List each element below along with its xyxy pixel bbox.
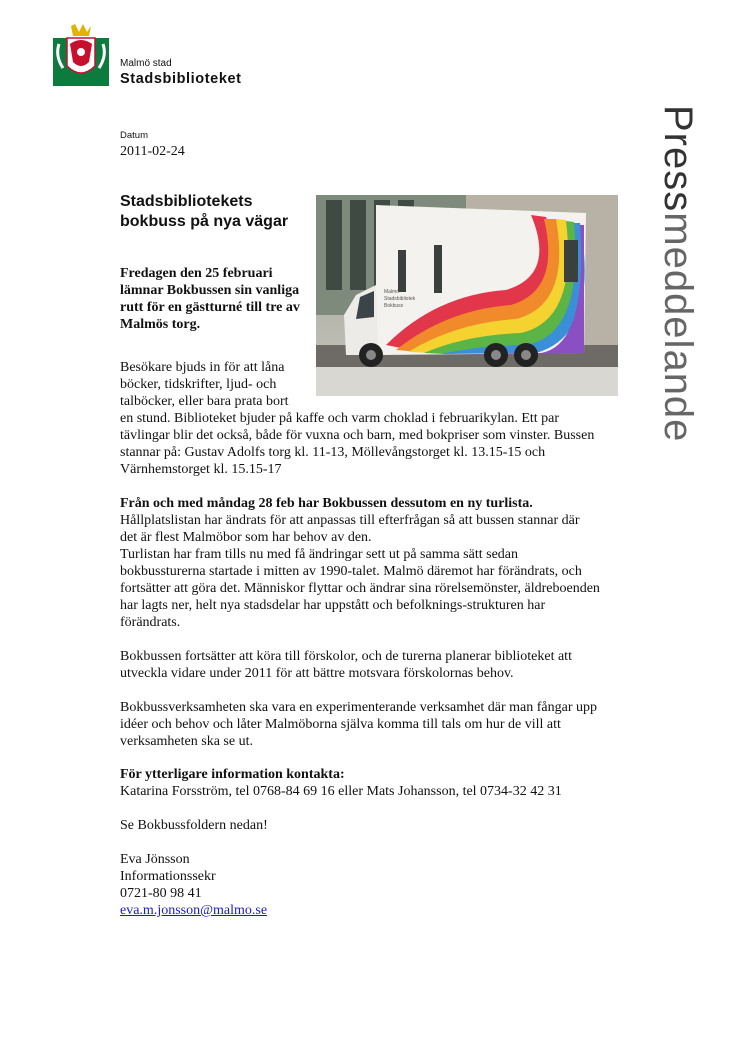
- date-label: Datum: [120, 130, 148, 141]
- signature-email-link[interactable]: eva.m.jonsson@malmo.se: [120, 903, 268, 918]
- bus-text-stadsbibliotek: Stadsbibliotek: [384, 296, 416, 302]
- signature-title: Informationssekr: [120, 869, 216, 884]
- signature-phone: 0721-80 98 41: [120, 886, 202, 901]
- headline: Stadsbibliotekets bokbuss på nya vägar: [120, 193, 289, 230]
- paragraph-contact: [120, 766, 600, 800]
- bokbuss-photo: [316, 195, 618, 396]
- contact-text: Katarina Forsström, tel 0768-84 69 16 eller Mats Johansson, tel 0734-32 42 31: [120, 784, 562, 799]
- vertical-title-strong: Press: [656, 105, 700, 213]
- paragraph-new-route: [120, 495, 600, 631]
- route-history: Turlistan har fram tills nu med få ändringar sett ut på samma sätt sedan bokbussturerna startade i mitten av 1990-talet. Malmö däremot har förändrats, och fortsätter att göra det. Människor flyttar och ändrar sina rörelsemönster, äldreboenden har lagts ner, helt nya stadsdelar har uppstått och befolknings-strukturen har förändrats.: [120, 547, 600, 630]
- route-text: Hållplatslistan har ändrats för att anpassas till efterfrågan så att bussen stannar där det är flest Malmöbor som har behov av den.: [120, 513, 580, 545]
- contact-heading: För ytterligare information kontakta:: [120, 767, 345, 782]
- route-heading: Från och med måndag 28 feb har Bokbussen dessutom en ny turlista.: [120, 496, 533, 511]
- signature-block: [120, 851, 600, 919]
- org-name: Stadsbiblioteket: [120, 71, 242, 87]
- paragraph-experimental: Bokbussverksamheten ska vara en experimenterande verksamhet där man fångar upp idéer och behov och låter Malmöborna själva komma till tals om hur de vill att verksamheten ska se ut.: [120, 700, 597, 749]
- date-value: 2011-02-24: [120, 144, 185, 159]
- paragraph-folder: Se Bokbussfoldern nedan!: [120, 818, 268, 833]
- lead-paragraph: Fredagen den 25 februari lämnar Bokbussen sin vanliga rutt för en gästturné till tre av Malmös torg.: [120, 266, 300, 332]
- vertical-title: [650, 105, 710, 555]
- signature-name: Eva Jönsson: [120, 852, 190, 867]
- org-subtitle: Malmö stad: [120, 58, 172, 69]
- malmo-stad-logo: [53, 22, 109, 86]
- bus-text-bokbuss: Bokbuss: [384, 303, 404, 309]
- paragraph-visit-intro: Besökare bjuds in för att låna böcker, tidskrifter, ljud- och talböcker, eller bara prata bort: [120, 360, 289, 409]
- paragraph-preschool: Bokbussen fortsätter att köra till förskolor, och de turerna planerar biblioteket att utveckla vidare under 2011 för att bättre motsvara förskolornas behov.: [120, 649, 572, 681]
- vertical-title-light: meddelande: [656, 212, 700, 443]
- paragraph-visit-details: en stund. Biblioteket bjuder på kaffe och varm choklad i februarikylan. Ett par tävlingar blir det också, både för vuxna och barn, med bokpriser som vinster. Bussen stannar på: Gustav Adolfs torg kl. 11-13, Möllevångstorget kl. 13.15-15 och Värnhemstorget kl. 15.15-17: [120, 411, 595, 477]
- bus-text-malmo: Malmö: [384, 289, 400, 295]
